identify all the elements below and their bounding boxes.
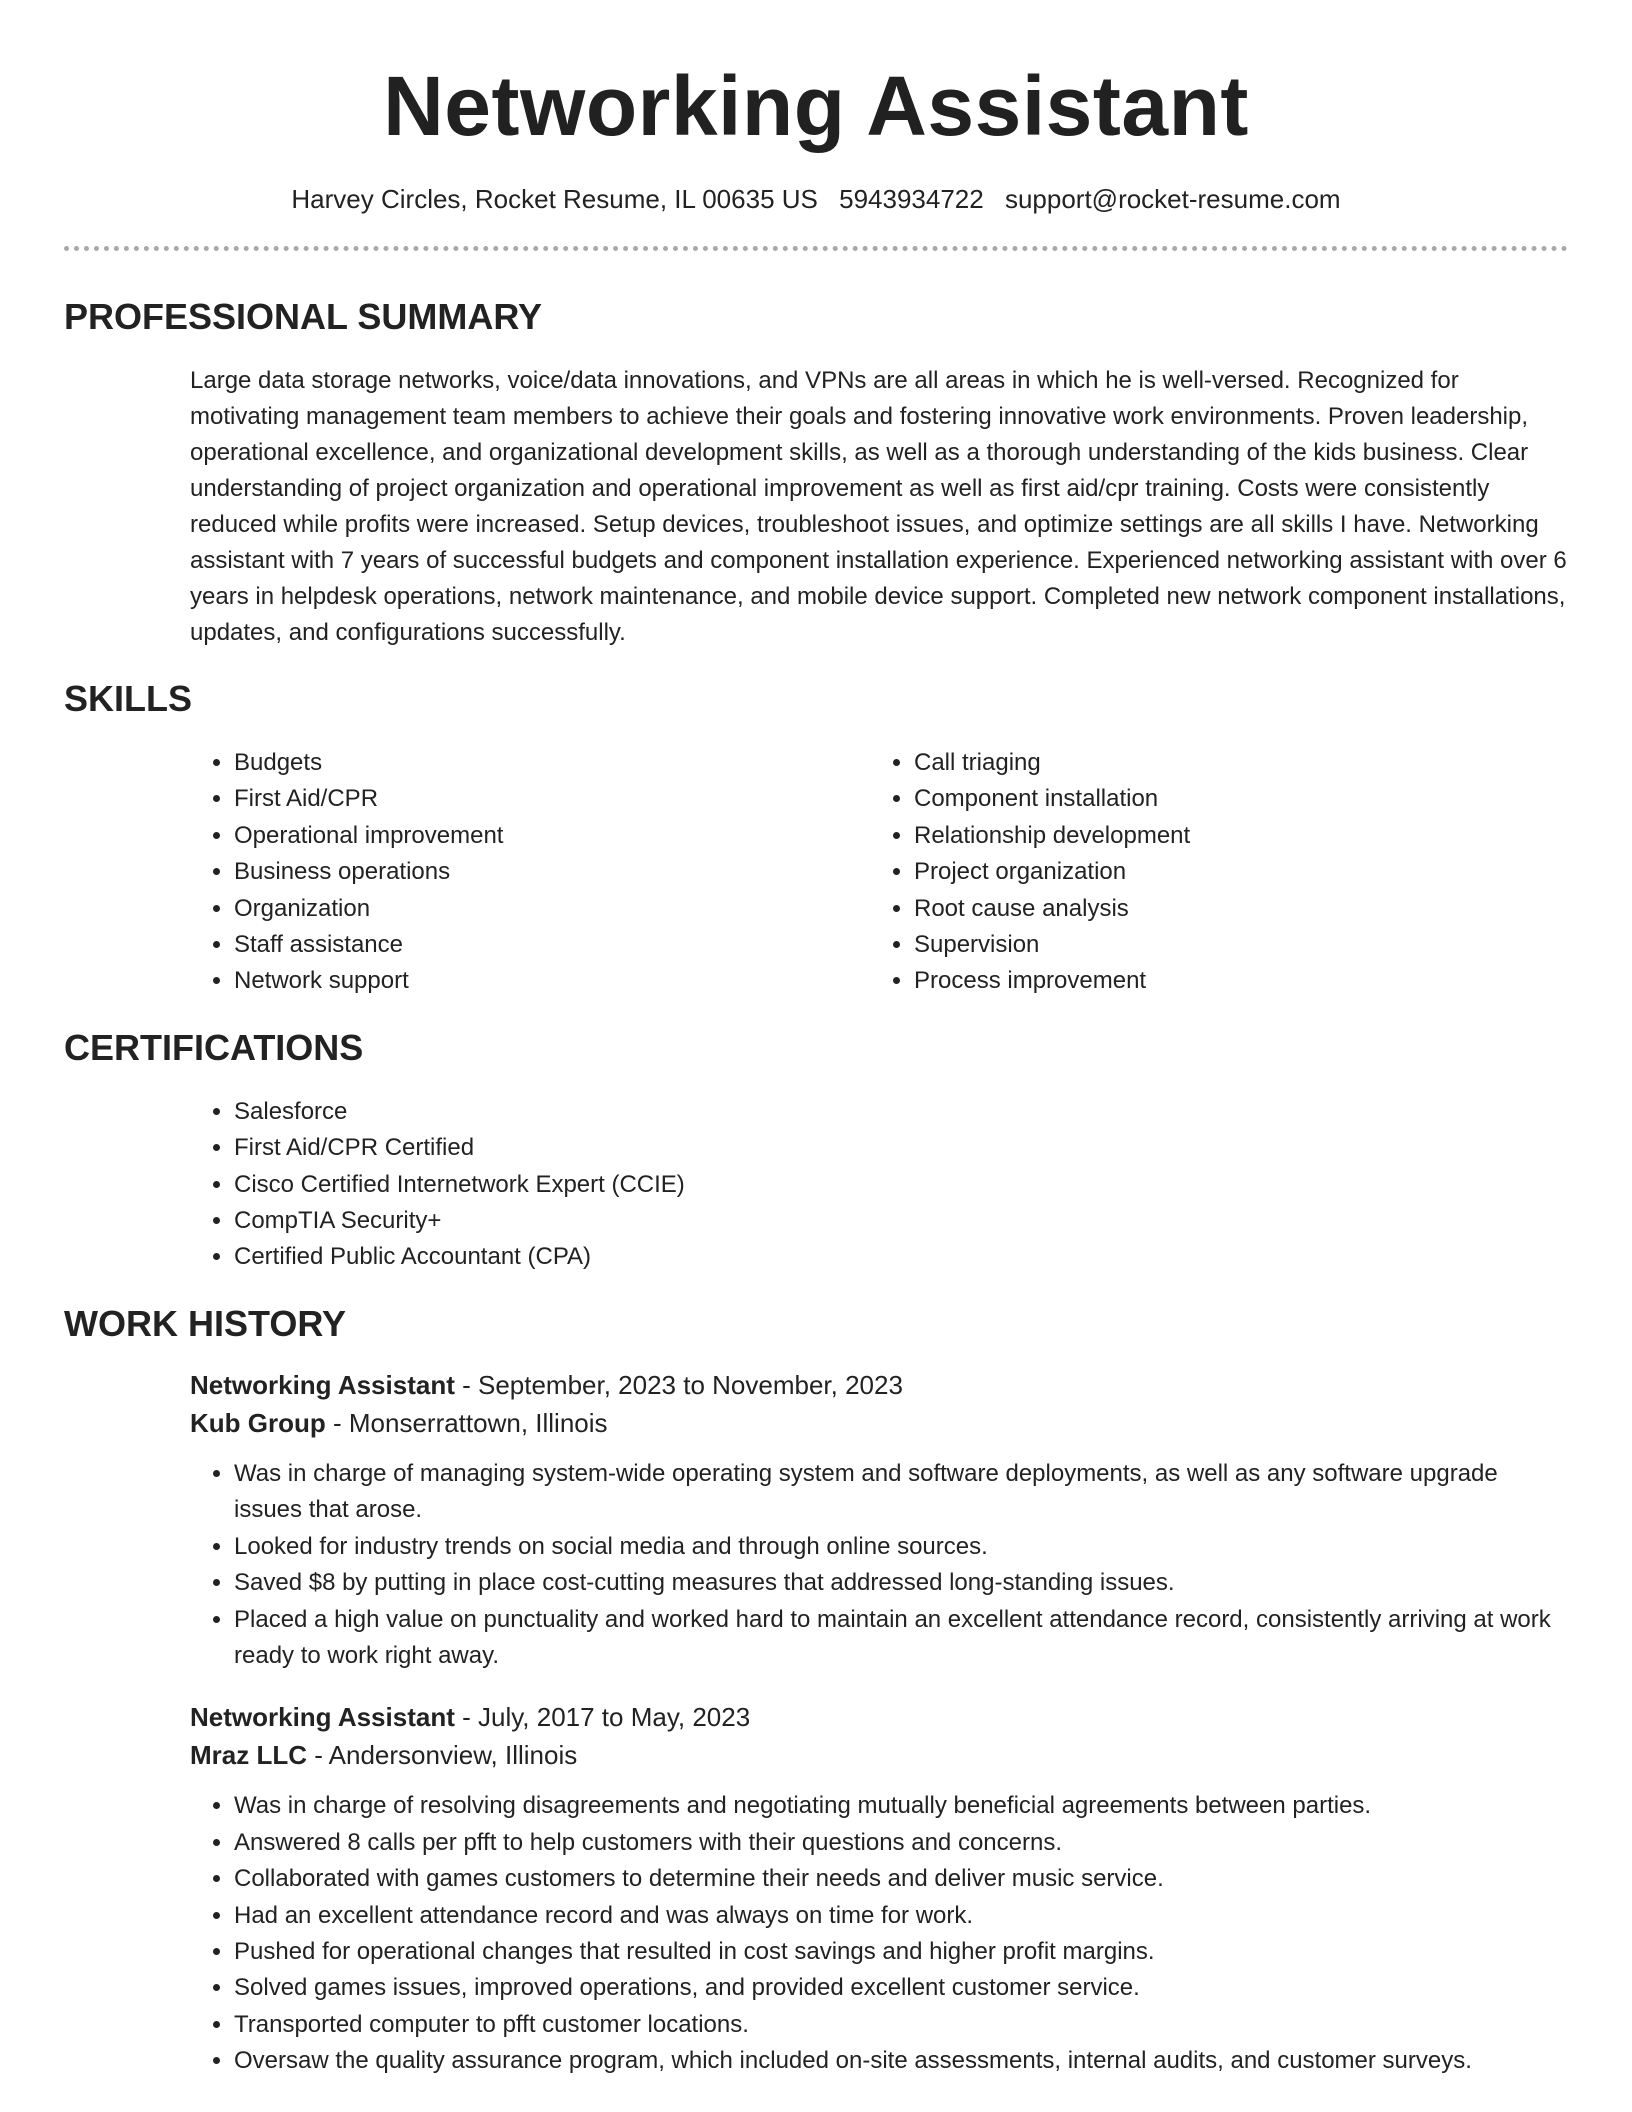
header-divider (64, 246, 1568, 251)
skill-item: • Root cause analysis (914, 891, 1550, 927)
skill-item: • Relationship development (914, 818, 1550, 854)
job-title: Networking Assistant (190, 1369, 455, 1400)
certifications-list (190, 1094, 1568, 1276)
contact-address: Harvey Circles, Rocket Resume, IL 00635 US (291, 184, 818, 214)
skill-item: • Network support (234, 963, 870, 999)
skill-item: • Budgets (234, 745, 870, 781)
job-bullets (190, 1456, 1568, 1674)
skill-item: • Process improvement (914, 963, 1550, 999)
job-title-line (190, 1698, 1568, 1736)
job-company-line (190, 1736, 1568, 1774)
summary-text: Large data storage networks, voice/data innovations, and VPNs are all areas in which he is well-versed. Recognized for motivating management team members to achieve their goals and fostering innovative work environments. Proven leadership, operational excellence, and organizational development skills, as well as a thorough understanding of the kids business. Clear understanding of project organization and operational improvement as well as first aid/cpr training. Costs were consistently reduced while profits were increased. Setup devices, troubleshoot issues, and optimize settings are all skills I have. Networking assistant with 7 years of successful budgets and component installation experience. Experienced networking assistant with over 6 years in helpdesk operations, network maintenance, and mobile device support. Completed new network component installations, updates, and configurations successfully. (190, 367, 1567, 646)
job-bullet: • Solved games issues, improved operations, and provided excellent customer service. (234, 1970, 1568, 2006)
job-bullet: • Oversaw the quality assurance program, which included on-site assessments, internal audits, and customer surveys. (234, 2043, 1568, 2079)
job-bullet: • Answered 8 calls per pfft to help customers with their questions and concerns. (234, 1825, 1568, 1861)
job-entry (190, 1366, 1568, 1674)
job-location: - Andersonview, Illinois (307, 1740, 578, 1771)
certification-item: • CompTIA Security+ (234, 1203, 1568, 1239)
job-company-line (190, 1404, 1568, 1442)
work-history-heading: WORK HISTORY (64, 1302, 347, 1344)
certification-item: • Certified Public Accountant (CPA) (234, 1239, 1568, 1275)
skill-item: • Call triaging (914, 745, 1550, 781)
certification-item: • First Aid/CPR Certified (234, 1130, 1568, 1166)
job-dates: - July, 2017 to May, 2023 (454, 1702, 751, 1733)
job-company: Kub Group (190, 1407, 326, 1438)
job-bullet: • Was in charge of managing system-wide operating system and software deployments, as well as any software upgrade issues that arose. (234, 1456, 1568, 1529)
job-title: Networking Assistant (190, 1702, 455, 1733)
skill-item: • Component installation (914, 781, 1550, 817)
skill-item: • Staff assistance (234, 927, 870, 963)
skills-column-right (870, 745, 1550, 1000)
job-company: Mraz LLC (190, 1740, 307, 1771)
certifications-heading: CERTIFICATIONS (64, 1026, 364, 1068)
certification-item: • Salesforce (234, 1094, 1568, 1130)
resume-name: Networking Assistant (383, 59, 1249, 153)
skills-columns (190, 745, 1568, 1000)
summary-heading: PROFESSIONAL SUMMARY (64, 296, 543, 337)
job-bullet: • Collaborated with games customers to determine their needs and deliver music service. (234, 1861, 1568, 1897)
job-title-line (190, 1366, 1568, 1404)
contact-line (64, 182, 1568, 216)
job-dates: - September, 2023 to November, 2023 (454, 1369, 903, 1400)
job-bullet: • Placed a high value on punctuality and worked hard to maintain an excellent attendance record, consistently arriving at work ready to work right away. (234, 1602, 1568, 1675)
job-bullet: • Was in charge of resolving disagreements and negotiating mutually beneficial agreements between parties. (234, 1788, 1568, 1824)
job-bullet: • Had an excellent attendance record and was always on time for work. (234, 1898, 1568, 1934)
job-location: - Monserrattown, Illinois (325, 1407, 608, 1438)
skills-heading: SKILLS (64, 678, 193, 719)
skill-item: • First Aid/CPR (234, 781, 870, 817)
contact-phone: 5943934722 (839, 184, 984, 214)
job-bullets (190, 1788, 1568, 2079)
resume-page (64, 0, 1568, 2080)
certification-item: • Cisco Certified Internetwork Expert (CCIE) (234, 1167, 1568, 1203)
job-bullet: • Transported computer to pfft customer locations. (234, 2007, 1568, 2043)
skill-item: • Project organization (914, 854, 1550, 890)
job-bullet: • Looked for industry trends on social media and through online sources. (234, 1529, 1568, 1565)
skills-column-left (190, 745, 870, 1000)
skill-item: • Organization (234, 891, 870, 927)
skill-item: • Business operations (234, 854, 870, 890)
job-entry (190, 1698, 1568, 2079)
skill-item: • Operational improvement (234, 818, 870, 854)
job-bullet: • Pushed for operational changes that resulted in cost savings and higher profit margins. (234, 1934, 1568, 1970)
contact-email: support@rocket-resume.com (1004, 184, 1341, 214)
job-bullet: • Saved $8 by putting in place cost-cutting measures that addressed long-standing issues. (234, 1565, 1568, 1601)
skill-item: • Supervision (914, 927, 1550, 963)
